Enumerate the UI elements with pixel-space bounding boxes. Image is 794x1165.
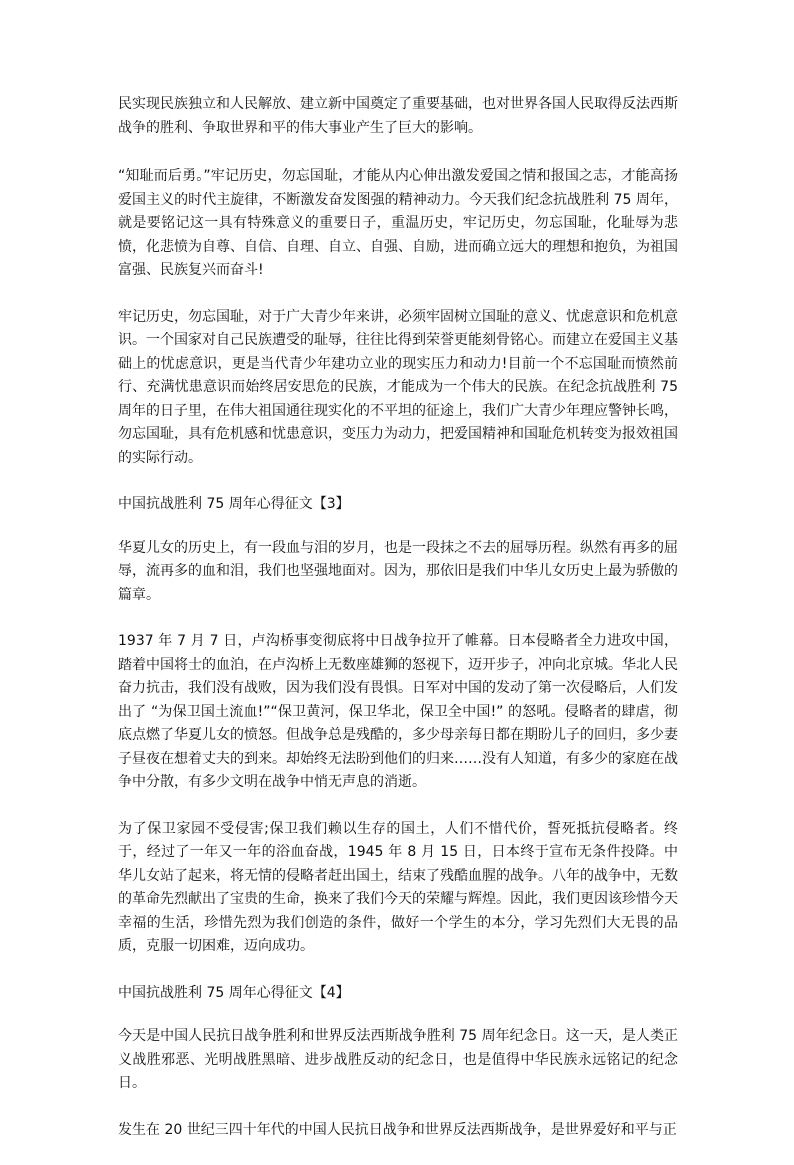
- paragraph: “知耻而后勇。”牢记历史，勿忘国耻，才能从内心伸出激发爱国之情和报国之志，才能高扬爱国主义的时代主旋律，不断激发奋发图强的精神动力。今天我们纪念抗战胜利 75 周年，就是要铭记这一具有特殊意义的重要日子，重温历史，牢记历史，勿忘国耻，化耻辱为悲愤，化悲愤为自尊、自信、自理、自立、自强、自励，进而确立远大的理想和抱负，为祖国富强、民族复兴而奋斗!: [118, 168, 678, 278]
- paragraph: 今天是中国人民抗日战争胜利和世界反法西斯战争胜利 75 周年纪念日。这一天，是人类正义战胜邪恶、光明战胜黑暗、进步战胜反动的纪念日，也是值得中华民族永远铭记的纪念日。: [118, 1028, 678, 1091]
- paragraph: 华夏儿女的历史上，有一段血与泪的岁月，也是一段抹之不去的屈辱历程。纵然有再多的屈辱，流再多的血和泪，我们也坚强地面对。因为，那依旧是我们中华儿女历史上最为骄傲的篇章。: [118, 539, 678, 603]
- paragraph: 1937 年 7 月 7 日，卢沟桥事变彻底将中日战争拉开了帷幕。日本侵略者全力进攻中国，踏着中国将士的血泊，在卢沟桥上无数座雄狮的怒视下，迈开步子，冲向北京城。华北人民奋力抗击，我们没有战败，因为我们没有畏惧。日军对中国的发动了第一次侵略后，人们发出了 “为保卫国土流血!”“保卫黄河，保卫华北，保卫全中国!” 的怒吼。侵略者的肆虐，彻底点燃了华夏儿女的愤怒。但战争总是残酷的，多少母亲每日都在期盼儿子的回归，多少妻子昼夜在想着丈夫的到来。却始终无法盼到他们的归来……没有人知道，有多少的家庭在战争中分散，有多少文明在战争中悄无声息的消逝。: [118, 633, 678, 790]
- section-heading-3: 中国抗战胜利 75 周年心得征文【3】: [118, 496, 350, 512]
- paragraph: 为了保卫家园不受侵害;保卫我们赖以生存的国土，人们不惜代价，誓死抵抗侵略者。终于，经过了一年又一年的浴血奋战，1945 年 8 月 15 日，日本终于宣布无条件投降。中华儿女站了起来，将无情的侵略者赶出国土，结束了残酷血腥的战争。八年的战争中，无数的革命先烈献出了宝贵的生命，换来了我们今天的荣耀与辉煌。因此，我们更因该珍惜今天幸福的生活，珍惜先烈为我们创造的条件，做好一个学生的本分，学习先烈们大无畏的品质，克服一切困难，迈向成功。: [118, 820, 678, 954]
- paragraph: 发生在 20 世纪三四十年代的中国人民抗日战争和世界反法西斯战争，是世界爱好和平与正: [118, 1121, 677, 1138]
- paragraph: 民实现民族独立和人民解放、建立新中国奠定了重要基础，也对世界各国人民取得反法西斯战争的胜利、争取世界和平的伟大事业产生了巨大的影响。: [118, 96, 678, 136]
- paragraph: 牢记历史，勿忘国耻，对于广大青少年来讲，必须牢固树立国耻的意义、忧虑意识和危机意识。一个国家对自己民族遭受的耻辱，往往比得到荣誉更能刻骨铭心。而建立在爱国主义基础上的忧虑意识，更是当代青少年建功立业的现实压力和动力!目前一个不忘国耻而愤然前行、充满忧患意识而始终居安思危的民族，才能成为一个伟大的民族。在纪念抗战胜利 75 周年的日子里，在伟大祖国通往现实化的不平坦的征途上，我们广大青少年理应警钟长鸣，勿忘国耻，具有危机感和忧患意识，变压力为动力，把爱国精神和国耻危机转变为报效祖国的实际行动。: [118, 308, 678, 466]
- document-page: [118, 93, 678, 1165]
- section-heading-4: 中国抗战胜利 75 周年心得征文【4】: [118, 984, 350, 1001]
